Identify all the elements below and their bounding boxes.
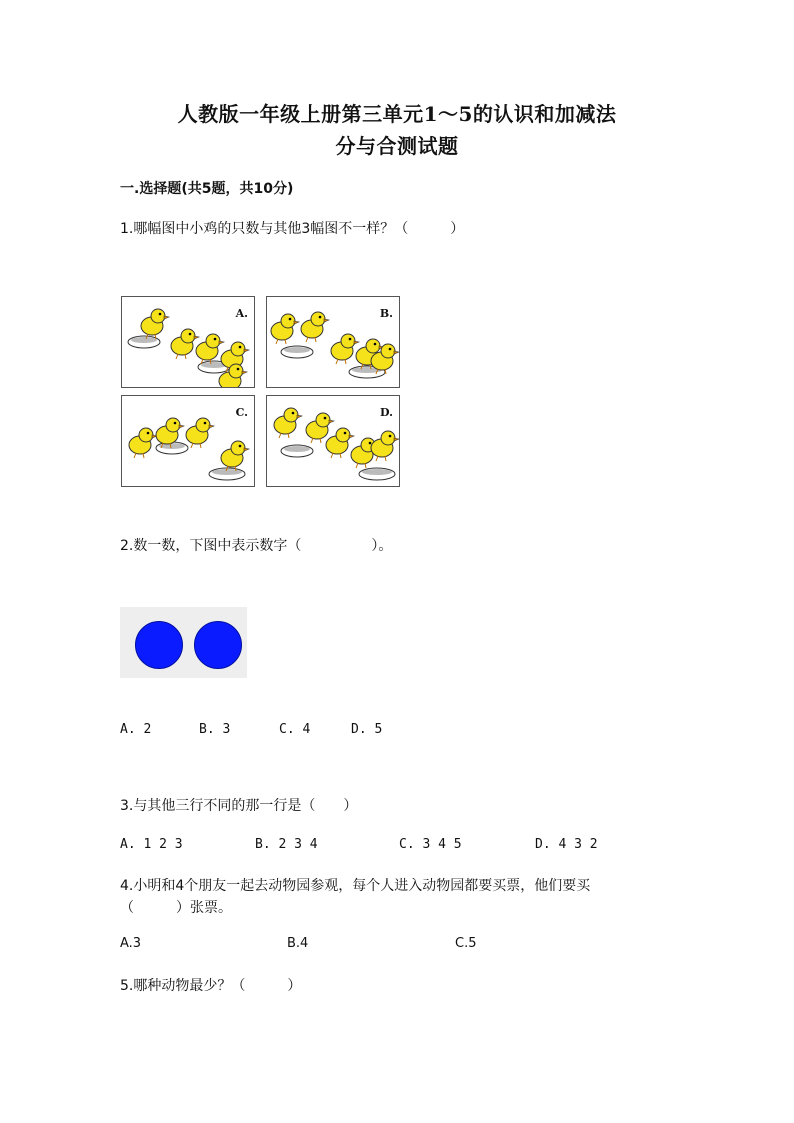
q3-option-c: C. 3 4 5 xyxy=(399,837,462,852)
chick-panel-c xyxy=(121,395,255,487)
counting-circles-figure xyxy=(120,607,247,678)
question-4-text-line-2: （ ）张票。 xyxy=(120,900,232,916)
chick xyxy=(141,309,169,339)
chick xyxy=(331,334,359,364)
chick xyxy=(326,428,354,458)
chick xyxy=(371,431,399,461)
chick xyxy=(171,329,199,359)
chick-illustration-a xyxy=(122,297,254,387)
q4-option-a: A.3 xyxy=(120,936,142,951)
blue-circle xyxy=(194,621,242,669)
feed-grain xyxy=(284,347,310,353)
q4-option-b: B.4 xyxy=(287,936,309,951)
title-line-1: 人教版一年级上册第三单元1～5的认识和加减法 xyxy=(177,102,617,126)
question-1-text: 1.哪幅图中小鸡的只数与其他3幅图不一样？（ ） xyxy=(120,221,465,237)
question-3-text: 3.与其他三行不同的那一行是（ ） xyxy=(120,798,358,814)
q4-option-c: C.5 xyxy=(455,936,477,951)
chick xyxy=(274,408,302,438)
chick xyxy=(271,314,299,344)
q3-option-d: D. 4 3 2 xyxy=(535,837,598,852)
question-4-text-line-1: 4.小明和4个朋友一起去动物园参观，每个人进入动物园都要买票，他们要买 xyxy=(120,878,591,894)
q2-option-d: D. 5 xyxy=(351,722,383,737)
chick-panel-b xyxy=(266,296,400,388)
q2-option-c: C. 4 xyxy=(279,722,311,737)
q2-option-b: B. 3 xyxy=(199,722,231,737)
chick-panel-d xyxy=(266,395,400,487)
q3-option-a: A. 1 2 3 xyxy=(120,837,183,852)
chick xyxy=(221,441,249,471)
feed-grain xyxy=(284,446,310,452)
feed-grain xyxy=(131,337,157,343)
chick xyxy=(129,428,157,458)
panel-label-d: D. xyxy=(380,406,393,419)
chick-illustration-c xyxy=(122,396,254,486)
chick xyxy=(196,334,224,364)
feed-grain xyxy=(212,469,242,475)
section-heading: 一.选择题(共5题，共10分) xyxy=(120,181,294,197)
question-2-text: 2.数一数，下图中表示数字（ ）。 xyxy=(120,538,393,554)
feed-grain xyxy=(362,469,392,475)
chick xyxy=(301,312,329,342)
panel-label-c: C. xyxy=(235,406,248,419)
q3-option-b: B. 2 3 4 xyxy=(255,837,318,852)
panel-label-b: B. xyxy=(379,307,393,320)
title-line-2: 分与合测试题 xyxy=(335,134,459,158)
chick-panel-a xyxy=(121,296,255,388)
q2-option-a: A. 2 xyxy=(120,722,152,737)
panel-label-a: A. xyxy=(235,307,248,320)
blue-circle xyxy=(135,621,183,669)
chick xyxy=(186,418,214,448)
question-5-text: 5.哪种动物最少？（ ） xyxy=(120,978,302,994)
